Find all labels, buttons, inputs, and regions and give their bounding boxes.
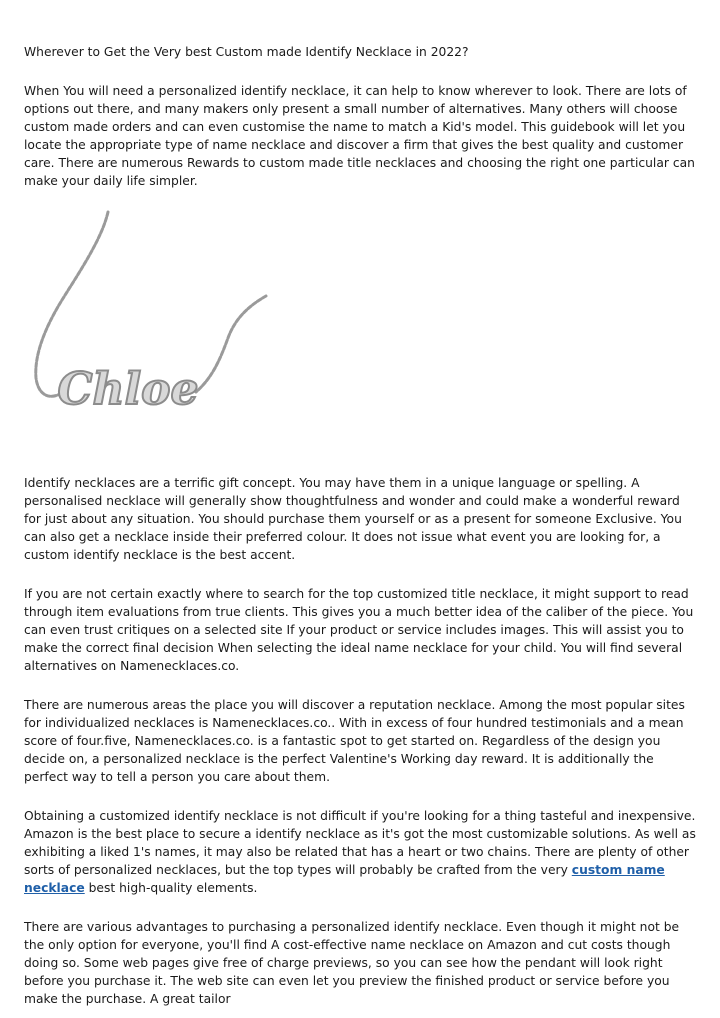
paragraph-sites: There are numerous areas the place you will discover a reputation necklace. Among the most popular sites for individualized necklaces is Namenecklaces.co.. With in excess of four hundred testimonials and a mean score of four.five, Namenecklaces.co. is a fantastic spot to get started on. Regardless of the design you decide on, a personalized necklace is the perfect Valentine's Working day reward. It is additionally the perfect way to tell a person you care about them. (24, 698, 685, 785)
chloe-pendant (57, 360, 202, 415)
paragraph-amazon (24, 807, 700, 897)
paragraph-amazon-text-end: best high-quality elements. (84, 881, 258, 896)
paragraph-advantages: There are various advantages to purchasing a personalized identify necklace. Even though it might not be the only option for everyone, you'll find A cost-effective name necklace on Amazon and cut costs though doing so. Some web pages give free of charge previews, so you can see how the pendant will look right before you purchase it. The web site can even let you preview the finished product or service before you make the purchase. A great tailor (24, 920, 680, 1007)
paragraph-gift: Identify necklaces are a terrific gift concept. You may have them in a unique language or spelling. A personalised necklace will generally show thoughtfulness and wonder and could make a wonderful reward for just about any situation. You should purchase them yourself or as a present for someone Exclusive. You can also get a necklace inside their preferred colour. It does not issue what event you are looking for, a custom identify necklace is the best accent. (24, 476, 682, 563)
paragraph-amazon-text-start: Obtaining a customized identify necklace is not difficult if you're looking for a thing tasteful and inexpensive. Amazon is the best place to secure a identify necklace as it's got the most customizable solutions. As well as exhibiting a liked 1's names, it may also be related that has a heart or two chains. There are plenty of other sorts of personalized necklaces, but the top types will probably be crafted from the very (24, 809, 696, 878)
pendant-name-text: Chloe (57, 364, 199, 415)
paragraph-intro: When You will need a personalized identify necklace, it can help to know wherever to look. There are lots of options out there, and many makers only present a small number of alternatives. Many others will choose custom made orders and can even customise the name to match a Kid's model. This guidebook will let you locate the appropriate type of name necklace and discover a firm that gives the best quality and customer care. There are numerous Rewards to custom made title necklaces and choosing the right one particular can make your daily life simpler. (24, 84, 695, 189)
custom-name-necklace-link[interactable]: custom name necklace (24, 863, 665, 896)
paragraph-reviews: If you are not certain exactly where to search for the top customized title necklace, it might support to read through item evaluations from true clients. This gives you a much better idea of the caliber of the piece. You can even trust critiques on a selected site If your product or service includes images. This will assist you to make the correct final decision When selecting the ideal name necklace for your child. You will find several alternatives on Namenecklaces.co. (24, 587, 694, 674)
article-title: Wherever to Get the Very best Custom made Identify Necklace in 2022? (24, 45, 469, 59)
necklace-image (24, 208, 268, 444)
